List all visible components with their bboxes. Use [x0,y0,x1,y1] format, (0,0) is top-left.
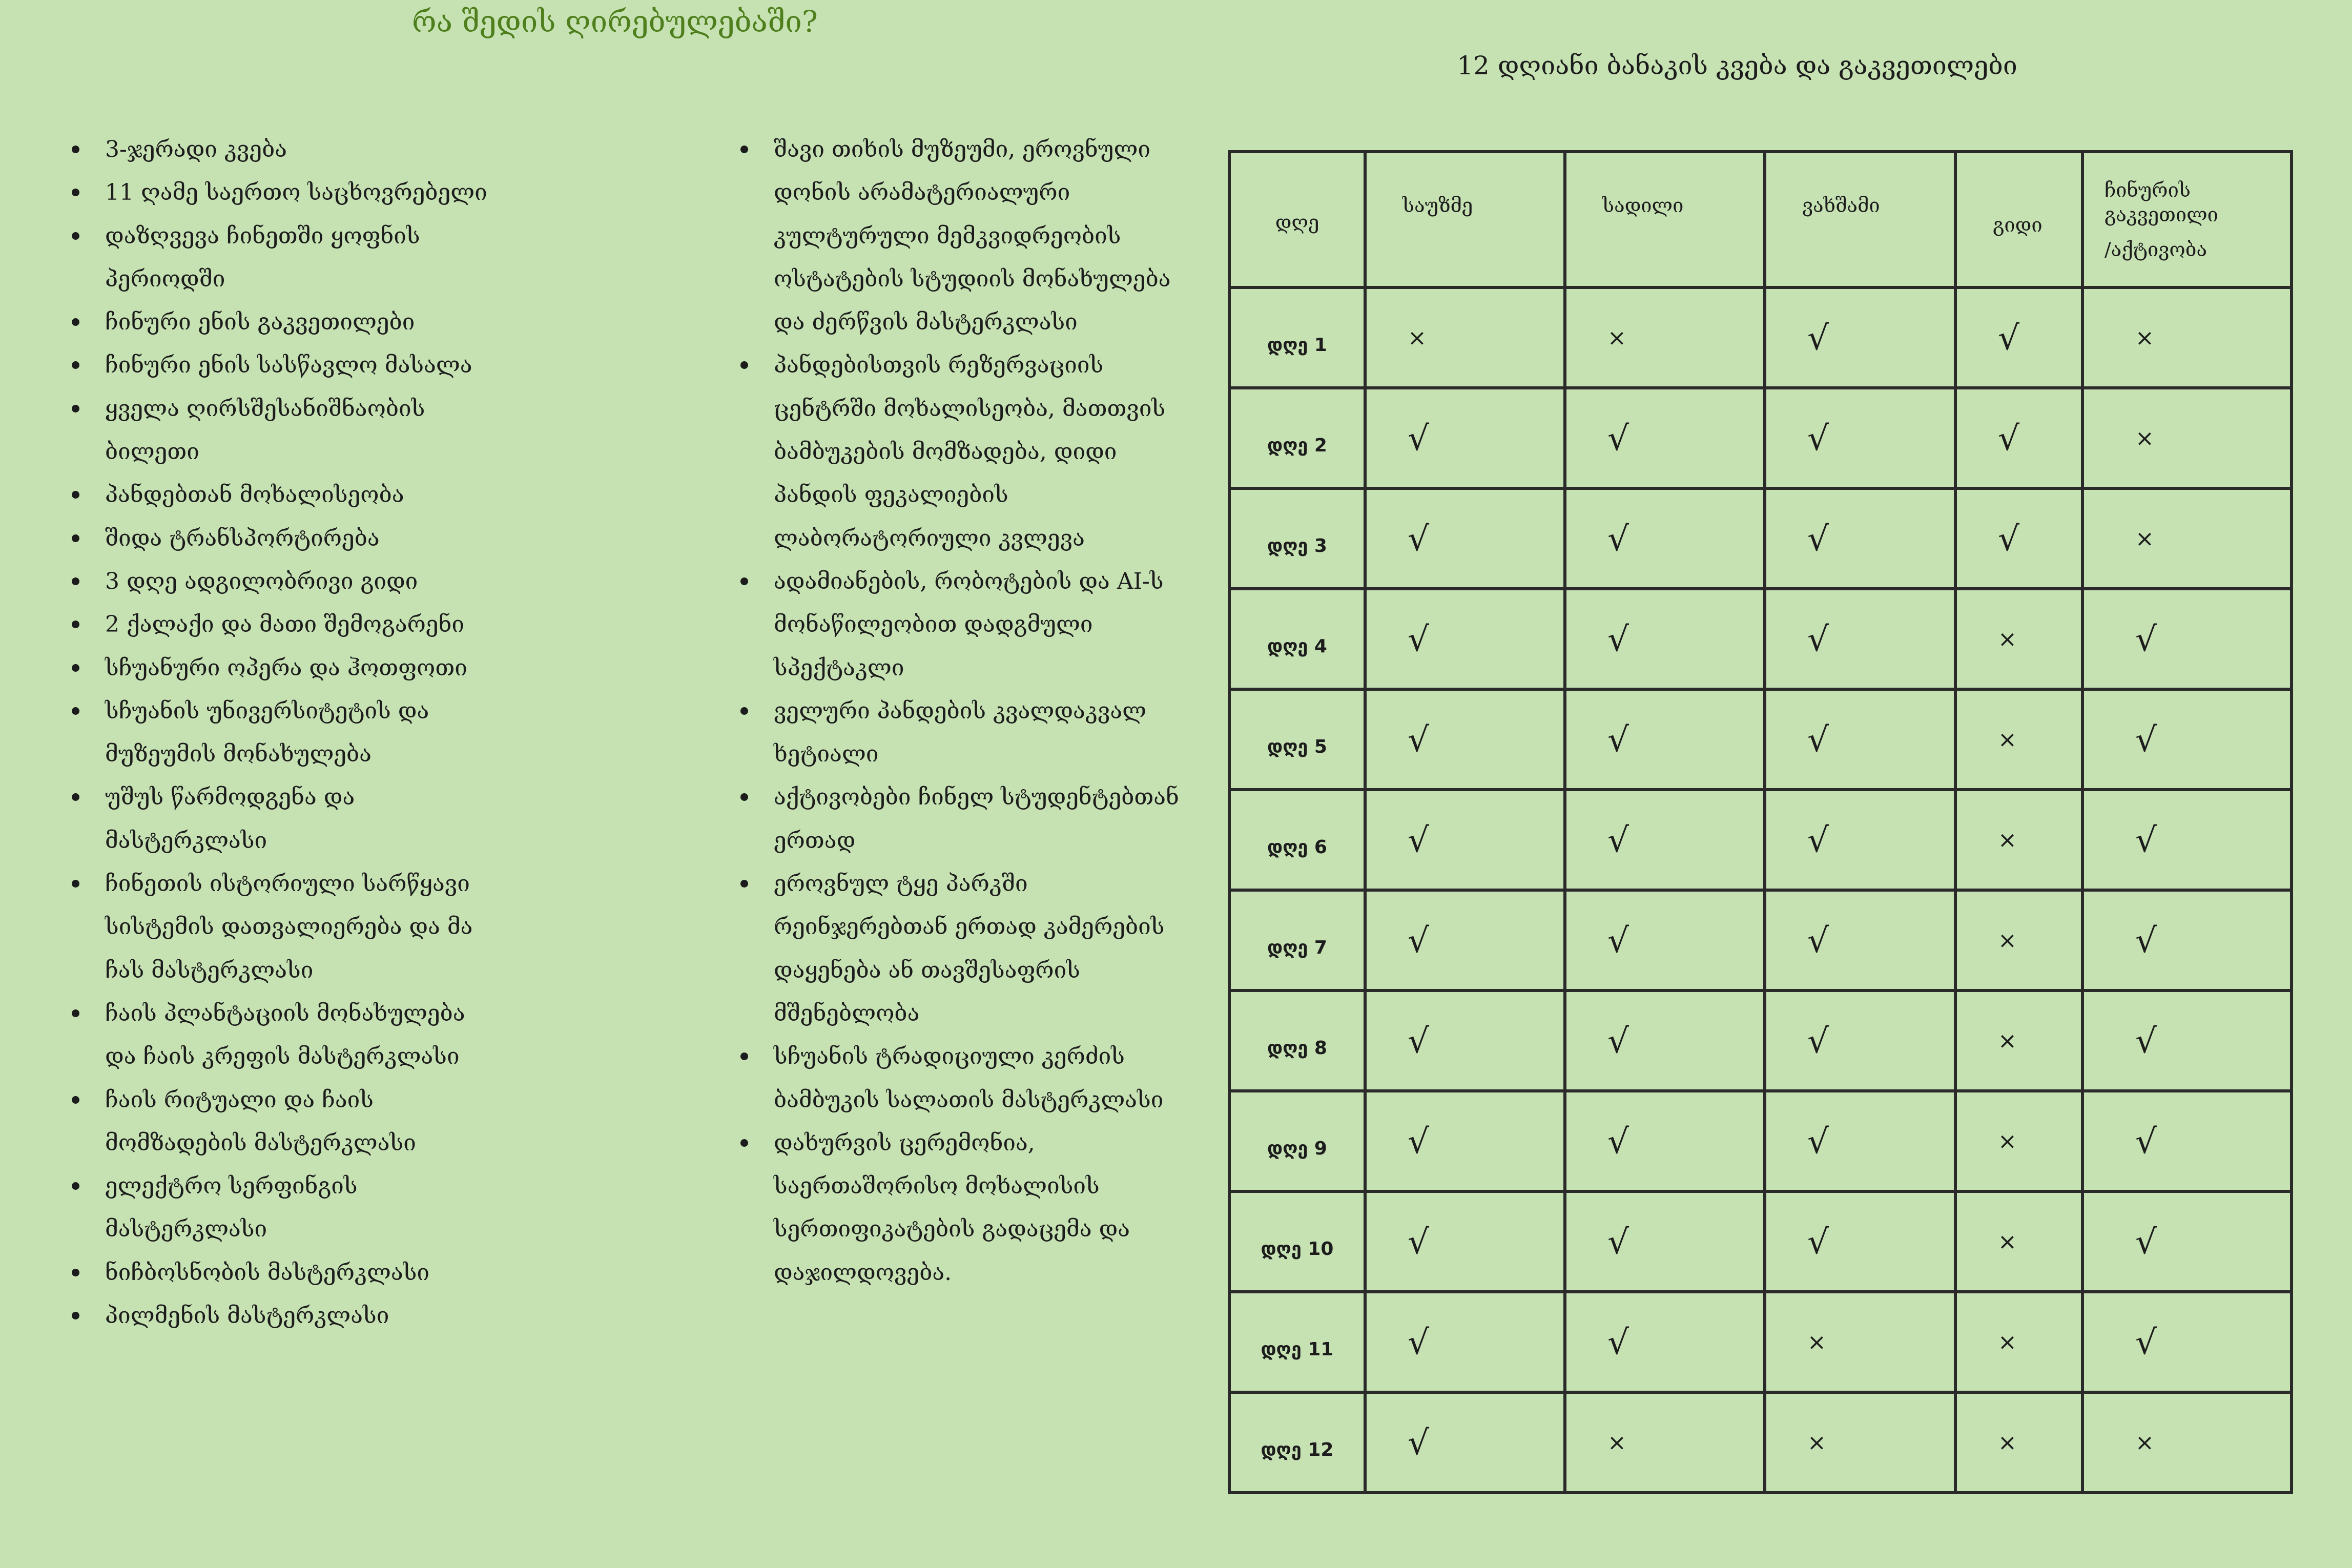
lunch-cell [1565,790,1765,890]
activity-cell [2082,287,2292,388]
cross-icon: × [2135,525,2154,552]
meal-lesson-table [1228,150,2293,1494]
check-icon: √ [1607,418,1629,458]
table-row [1229,1091,2292,1191]
guide-cell [1955,790,2082,890]
dinner-cell [1765,589,1955,689]
activity-cell [2082,790,2292,890]
check-icon: √ [1807,920,1829,960]
check-icon: √ [1607,820,1629,860]
breakfast-cell [1365,890,1565,991]
breakfast-cell [1365,991,1565,1091]
cross-icon: × [1998,1027,2017,1054]
check-icon: √ [1807,418,1829,458]
included-item: აქტივობები ჩინელ სტუდენტებთან ერთად [774,776,1194,862]
cross-icon: × [1998,927,2017,954]
header-activity [2082,152,2292,287]
guide-cell [1955,689,2082,790]
included-item: ჩინური ენის გაკვეთილები [105,301,494,344]
dinner-cell [1765,1292,1955,1392]
cross-icon: × [1607,1429,1626,1456]
check-icon: √ [2135,1021,2157,1061]
table-row [1229,287,2292,388]
header-activity-line3: /აქტივობა [2105,238,2207,261]
header-day: დღე [1229,152,1365,287]
breakfast-cell [1365,689,1565,790]
check-icon: √ [1408,820,1430,860]
table-row [1229,790,2292,890]
cross-icon: × [2135,1429,2154,1456]
table-row [1229,488,2292,589]
included-item: ელექტრო სერფინგის მასტერკლასი [105,1165,494,1251]
cross-icon: × [1807,1329,1826,1355]
activity-cell [2082,1292,2292,1392]
lunch-cell [1565,991,1765,1091]
header-activity-line1: ჩინურის [2105,178,2191,201]
header-guide: გიდი [1955,152,2082,287]
included-item: სჩუანის უნივერსიტეტის და მუზეუმის მონახულება [105,690,494,776]
check-icon: √ [1607,1121,1629,1161]
check-icon: √ [1607,619,1629,659]
check-icon: √ [1807,318,1829,358]
included-item: ადამიანების, რობოტების და AI-ს მონაწილეობით დადგმული სპექტაკლი [774,560,1194,690]
day-label: დღე 1 [1229,287,1365,388]
table-body [1229,287,2292,1493]
guide-cell [1955,287,2082,388]
table-row [1229,1392,2292,1493]
included-item: პანდებისთვის რეზერვაციის ცენტრში მოხალისეობა, მათთვის ბამბუკების მომზადება, დიდი პანდის ფეკალიების ლაბორატორიული კვლევა [774,344,1194,560]
included-list-column-a [105,128,494,1337]
cross-icon: × [1998,726,2017,753]
table-row [1229,689,2292,790]
included-item: ჩაის პლანტაციის მონახულება და ჩაის კრეფის მასტერკლასი [105,992,494,1079]
activity-cell [2082,1392,2292,1493]
lunch-cell [1565,589,1765,689]
included-item: სჩუანის ტრადიციული კერძის ბამბუკის სალათის მასტერკლასი [774,1035,1194,1122]
check-icon: √ [1408,619,1430,659]
header-lunch: სადილი [1565,152,1765,287]
cross-icon: × [1998,626,2017,652]
check-icon: √ [1607,719,1629,759]
check-icon: √ [1607,1021,1629,1061]
check-icon: √ [1408,418,1430,458]
cross-icon: × [1607,324,1626,351]
check-icon: √ [1807,1021,1829,1061]
included-item: შავი თიხის მუზეუმი, ეროვნული დონის არამატერიალური კულტურული მემკვიდრეობის ოსტატების სტუდიის მონახულება და ძერწვის მასტერკლასი [774,128,1194,344]
check-icon: √ [2135,719,2157,759]
header-activity-line2: გაკვეთილი [2105,203,2218,226]
day-label: დღე 8 [1229,991,1365,1091]
check-icon: √ [1807,1222,1829,1262]
lunch-cell [1565,1292,1765,1392]
included-item: პანდებთან მოხალისეობა [105,473,494,517]
cross-icon: × [1998,1228,2017,1255]
check-icon: √ [1807,1121,1829,1161]
guide-cell [1955,589,2082,689]
included-item: ჩინეთის ისტორიული სარწყავი სისტემის დათვალიერება და მა ჩას მასტერკლასი [105,862,494,992]
check-icon: √ [1408,1121,1430,1161]
included-item: ყველა ღირსშესანიშნაობის ბილეთი [105,387,494,474]
included-heading: რა შედის ღირებულებაში? [412,4,818,39]
guide-cell [1955,890,2082,991]
breakfast-cell [1365,388,1565,488]
dinner-cell [1765,1392,1955,1493]
check-icon: √ [1998,418,2020,458]
table-row [1229,1191,2292,1292]
guide-cell [1955,1292,2082,1392]
breakfast-cell [1365,589,1565,689]
lunch-cell [1565,388,1765,488]
included-item: ჩაის რიტუალი და ჩაის მომზადების მასტერკლასი [105,1079,494,1165]
check-icon: √ [2135,1322,2157,1362]
dinner-cell [1765,1091,1955,1191]
included-item: 11 ღამე საერთო საცხოვრებელი [105,171,494,214]
activity-cell [2082,589,2292,689]
check-icon: √ [1408,920,1430,960]
check-icon: √ [1998,318,2020,358]
included-item: შიდა ტრანსპორტირება [105,517,494,560]
check-icon: √ [1408,1021,1430,1061]
day-label: დღე 9 [1229,1091,1365,1191]
day-label: დღე 4 [1229,589,1365,689]
cross-icon: × [1998,1128,2017,1154]
check-icon: √ [1807,519,1829,559]
breakfast-cell [1365,1091,1565,1191]
breakfast-cell [1365,1292,1565,1392]
breakfast-cell [1365,790,1565,890]
dinner-cell [1765,1191,1955,1292]
dinner-cell [1765,689,1955,790]
check-icon: √ [2135,820,2157,860]
check-icon: √ [1607,1222,1629,1262]
cross-icon: × [1998,827,2017,853]
lunch-cell [1565,287,1765,388]
lunch-cell [1565,689,1765,790]
dinner-cell [1765,991,1955,1091]
cross-icon: × [1408,324,1427,351]
dinner-cell [1765,890,1955,991]
table-row [1229,1292,2292,1392]
guide-cell [1955,1091,2082,1191]
included-item: პილმენის მასტერკლასი [105,1294,494,1337]
day-label: დღე 2 [1229,388,1365,488]
activity-cell [2082,991,2292,1091]
breakfast-cell [1365,1191,1565,1292]
cross-icon: × [2135,425,2154,451]
check-icon: √ [1408,1422,1430,1462]
guide-cell [1955,1392,2082,1493]
check-icon: √ [2135,920,2157,960]
day-label: დღე 12 [1229,1392,1365,1493]
day-label: დღე 7 [1229,890,1365,991]
table-row [1229,589,2292,689]
check-icon: √ [2135,1222,2157,1262]
check-icon: √ [1408,719,1430,759]
cross-icon: × [2135,324,2154,351]
included-item: დახურვის ცერემონია, საერთაშორისო მოხალისის სერთიფიკატების გადაცემა და დაჯილდოვება. [774,1122,1194,1294]
activity-cell [2082,388,2292,488]
breakfast-cell [1365,488,1565,589]
breakfast-cell [1365,287,1565,388]
check-icon: √ [1408,1222,1430,1262]
activity-cell [2082,1091,2292,1191]
cross-icon: × [1807,1429,1826,1456]
included-list-column-b [774,128,1194,1294]
dinner-cell [1765,790,1955,890]
table-row [1229,388,2292,488]
lunch-cell [1565,890,1765,991]
table-header-row [1229,152,2292,287]
check-icon: √ [1607,1322,1629,1362]
dinner-cell [1765,488,1955,589]
check-icon: √ [1408,1322,1430,1362]
day-label: დღე 5 [1229,689,1365,790]
lunch-cell [1565,1091,1765,1191]
activity-cell [2082,689,2292,790]
table-row [1229,991,2292,1091]
check-icon: √ [1807,619,1829,659]
cross-icon: × [1998,1429,2017,1456]
activity-cell [2082,488,2292,589]
table-row [1229,890,2292,991]
day-label: დღე 11 [1229,1292,1365,1392]
breakfast-cell [1365,1392,1565,1493]
header-dinner: ვახშამი [1765,152,1955,287]
check-icon: √ [1408,519,1430,559]
dinner-cell [1765,388,1955,488]
included-item: სჩუანური ოპერა და ჰოთფოთი [105,647,494,690]
check-icon: √ [1607,920,1629,960]
dinner-cell [1765,287,1955,388]
included-item: დაზღვევა ჩინეთში ყოფნის პერიოდში [105,215,494,301]
guide-cell [1955,488,2082,589]
check-icon: √ [2135,1121,2157,1161]
included-item: ჩინური ენის სასწავლო მასალა [105,344,494,387]
included-item: ნიჩბოსნობის მასტერკლასი [105,1251,494,1294]
included-item: ველური პანდების კვალდაკვალ ხეტიალი [774,690,1194,776]
activity-cell [2082,890,2292,991]
guide-cell [1955,991,2082,1091]
check-icon: √ [1998,519,2020,559]
check-icon: √ [2135,619,2157,659]
header-breakfast: საუზმე [1365,152,1565,287]
guide-cell [1955,388,2082,488]
activity-cell [2082,1191,2292,1292]
lunch-cell [1565,1191,1765,1292]
included-item: 3 დღე ადგილობრივი გიდი [105,560,494,603]
included-item: ეროვნულ ტყე პარკში რეინჯერებთან ერთად კამერების დაყენება ან თავშესაფრის მშენებლობა [774,862,1194,1035]
check-icon: √ [1807,820,1829,860]
check-icon: √ [1607,519,1629,559]
included-item: 2 ქალაქი და მათი შემოგარენი [105,603,494,646]
day-label: დღე 3 [1229,488,1365,589]
guide-cell [1955,1191,2082,1292]
check-icon: √ [1807,719,1829,759]
cross-icon: × [1998,1329,2017,1355]
lunch-cell [1565,1392,1765,1493]
day-label: დღე 10 [1229,1191,1365,1292]
lunch-cell [1565,488,1765,589]
included-item: 3-ჯერადი კვება [105,128,494,171]
table-title: 12 დღიანი ბანაკის კვება და გაკვეთილები [1457,51,2017,80]
included-item: უშუს წარმოდგენა და მასტერკლასი [105,776,494,862]
day-label: დღე 6 [1229,790,1365,890]
